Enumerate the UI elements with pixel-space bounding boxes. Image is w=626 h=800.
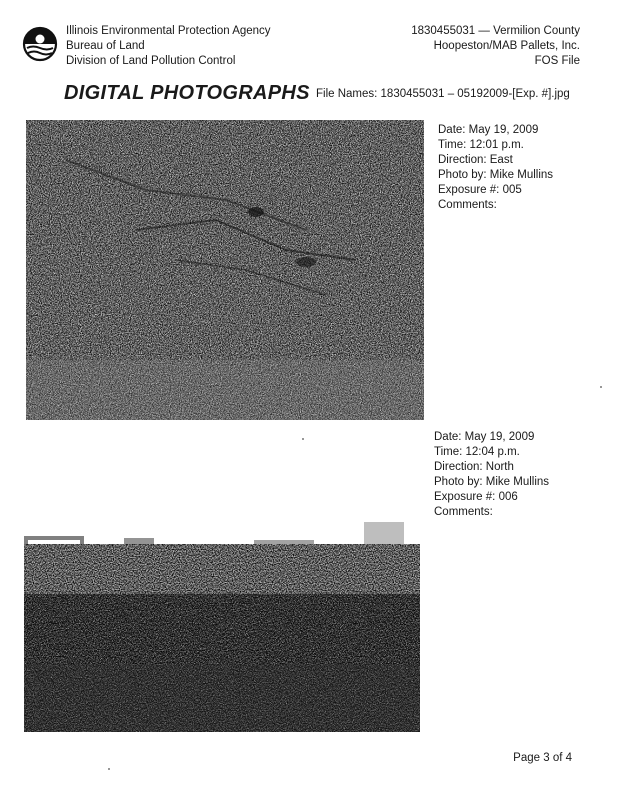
- scan-speck: [600, 386, 602, 388]
- scan-speck: [108, 768, 110, 770]
- agency-bureau: Bureau of Land: [66, 40, 145, 52]
- photo-2-photographer: Photo by: Mike Mullins: [434, 476, 550, 488]
- agency-logo: [22, 26, 58, 62]
- photograph-2: [24, 514, 420, 732]
- scan-speck: [302, 438, 304, 440]
- photo-2-time: Time: 12:04 p.m.: [434, 446, 520, 458]
- site-file-type: FOS File: [534, 55, 580, 67]
- photo-2-details: [434, 430, 549, 520]
- site-id-county: 1830455031 — Vermilion County: [411, 25, 580, 37]
- photo-1-details: [438, 123, 553, 213]
- photo-1-comments: Comments:: [438, 199, 497, 211]
- photo-1-exposure: Exposure #: 005: [438, 184, 522, 196]
- photo-1-photographer: Photo by: Mike Mullins: [438, 169, 554, 181]
- agency-block: [66, 24, 271, 69]
- agency-name: Illinois Environmental Protection Agency: [66, 25, 271, 37]
- photograph-1: [26, 120, 424, 420]
- photo-1-time: Time: 12:01 p.m.: [438, 139, 524, 151]
- photo-1-date: Date: May 19, 2009: [438, 124, 539, 136]
- document-title: DIGITAL PHOTOGRAPHS: [64, 82, 310, 104]
- photo-2-direction: Direction: North: [434, 461, 514, 473]
- page-number: Page 3 of 4: [513, 752, 572, 764]
- file-names: File Names: 1830455031 – 05192009-[Exp. #].jpg: [316, 88, 570, 100]
- site-block: [411, 24, 580, 69]
- agency-division: Division of Land Pollution Control: [66, 55, 236, 67]
- photo-2-comments: Comments:: [434, 506, 493, 518]
- site-name: Hoopeston/MAB Pallets, Inc.: [433, 40, 580, 52]
- photo-2-exposure: Exposure #: 006: [434, 491, 518, 503]
- title-row: [64, 82, 594, 110]
- photo-2-date: Date: May 19, 2009: [434, 431, 535, 443]
- photo-1-direction: Direction: East: [438, 154, 513, 166]
